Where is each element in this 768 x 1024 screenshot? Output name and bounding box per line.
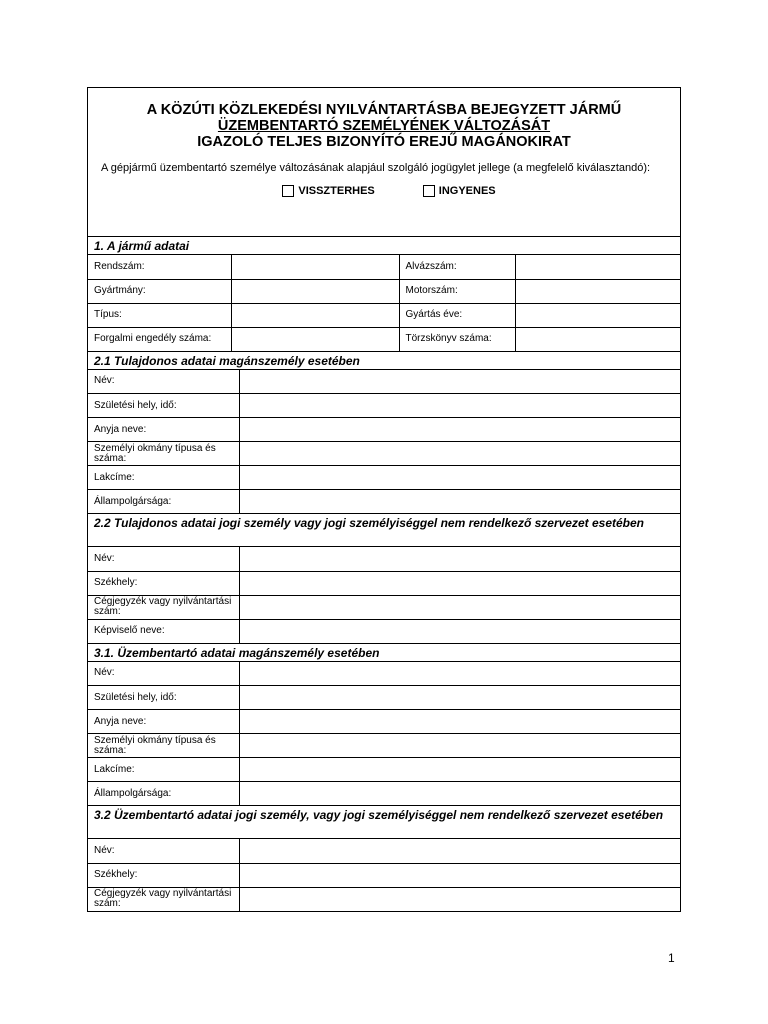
- form-title-line-3: IGAZOLÓ TELJES BIZONYÍTÓ EREJŰ MAGÁNOKIRAT: [197, 134, 571, 150]
- field-label: Személyi okmány típusa és száma:: [88, 734, 239, 758]
- table-row: [88, 279, 680, 303]
- field-label: Személyi okmány típusa és száma:: [88, 442, 239, 466]
- table-row: [88, 595, 680, 619]
- input-cell[interactable]: [239, 734, 680, 758]
- field-label: Állampolgársága:: [88, 782, 239, 806]
- table-row: [88, 710, 680, 734]
- field-label: Lakcíme:: [88, 466, 239, 490]
- field-label: Születési hely, idő:: [88, 394, 239, 418]
- input-cell[interactable]: [231, 303, 399, 327]
- field-label: Motorszám:: [399, 279, 515, 303]
- input-cell[interactable]: [239, 863, 680, 887]
- field-label: Székhely:: [88, 571, 239, 595]
- field-label: Anyja neve:: [88, 418, 239, 442]
- section-owner-private-title: 2.1 Tulajdonos adatai magánszemély esetében: [88, 352, 680, 370]
- table-row: [88, 466, 680, 490]
- field-label: Név:: [88, 839, 239, 863]
- field-label: Forgalmi engedély száma:: [88, 327, 231, 351]
- table-row: [88, 303, 680, 327]
- field-label: Alvázszám:: [399, 255, 515, 279]
- section-keeper-private-title: 3.1. Üzembentartó adatai magánszemély esetében: [88, 644, 680, 662]
- table-row: [88, 255, 680, 279]
- input-cell[interactable]: [239, 442, 680, 466]
- checkbox-icon[interactable]: [282, 185, 294, 197]
- input-cell[interactable]: [239, 758, 680, 782]
- input-cell[interactable]: [239, 887, 680, 911]
- input-cell[interactable]: [231, 327, 399, 351]
- field-label: Gyártmány:: [88, 279, 231, 303]
- form-title-line-1: A KÖZÚTI KÖZLEKEDÉSI NYILVÁNTARTÁSBA BEJEGYZETT JÁRMŰ: [146, 102, 622, 118]
- form-intro-text: A gépjármű üzembentartó személye változásának alapjául szolgáló jogügylet jellege (a megfelelő kiválasztandó):: [101, 162, 651, 174]
- field-label: Születési hely, idő:: [88, 686, 239, 710]
- page-number: 1: [668, 951, 675, 965]
- choice-ingyenes-label: INGYENES: [438, 185, 496, 197]
- field-label: Lakcíme:: [88, 758, 239, 782]
- table-row: [88, 662, 680, 686]
- field-label: Anyja neve:: [88, 710, 239, 734]
- table-row: [88, 490, 680, 514]
- field-label: Állampolgársága:: [88, 490, 239, 514]
- table-row: [88, 418, 680, 442]
- form-title-line-2: ÜZEMBENTARTÓ SZEMÉLYÉNEK VÁLTOZÁSÁT: [217, 118, 551, 134]
- field-label: Cégjegyzék vagy nyilvántartási szám:: [88, 887, 239, 911]
- table-row: [88, 758, 680, 782]
- checkbox-icon[interactable]: [423, 185, 435, 197]
- input-cell[interactable]: [515, 327, 680, 351]
- form-header: [88, 88, 680, 237]
- input-cell[interactable]: [515, 255, 680, 279]
- field-label: Név:: [88, 662, 239, 686]
- input-cell[interactable]: [239, 710, 680, 734]
- input-cell[interactable]: [239, 619, 680, 643]
- choice-visszterhes-label: VISSZTERHES: [298, 185, 375, 197]
- input-cell[interactable]: [239, 490, 680, 514]
- keeper-legal-table: [88, 839, 680, 911]
- owner-private-table: [88, 370, 680, 515]
- input-cell[interactable]: [239, 370, 680, 394]
- field-label: Törzskönyv száma:: [399, 327, 515, 351]
- table-row: [88, 839, 680, 863]
- table-row: [88, 863, 680, 887]
- vehicle-keeper-change-form: [87, 87, 681, 912]
- section-vehicle-data-title: 1. A jármű adatai: [88, 237, 680, 255]
- section-owner-legal-title: 2.2 Tulajdonos adatai jogi személy vagy jogi személyiséggel nem rendelkező szervezet esetében: [88, 514, 680, 547]
- input-cell[interactable]: [239, 686, 680, 710]
- input-cell[interactable]: [239, 571, 680, 595]
- field-label: Rendszám:: [88, 255, 231, 279]
- table-row: [88, 734, 680, 758]
- table-row: [88, 547, 680, 571]
- choice-visszterhes[interactable]: [282, 185, 374, 197]
- field-label: Név:: [88, 370, 239, 394]
- input-cell[interactable]: [239, 662, 680, 686]
- input-cell[interactable]: [515, 303, 680, 327]
- input-cell[interactable]: [239, 418, 680, 442]
- input-cell[interactable]: [239, 782, 680, 806]
- field-label: Gyártás éve:: [399, 303, 515, 327]
- table-row: [88, 782, 680, 806]
- input-cell[interactable]: [239, 839, 680, 863]
- input-cell[interactable]: [239, 547, 680, 571]
- keeper-private-table: [88, 662, 680, 807]
- owner-legal-table: [88, 547, 680, 644]
- input-cell[interactable]: [231, 279, 399, 303]
- table-row: [88, 394, 680, 418]
- field-label: Név:: [88, 547, 239, 571]
- transaction-type-choices: [88, 185, 680, 197]
- input-cell[interactable]: [239, 466, 680, 490]
- table-row: [88, 619, 680, 643]
- table-row: [88, 686, 680, 710]
- section-keeper-legal-title: 3.2 Üzembentartó adatai jogi személy, vagy jogi személyiséggel nem rendelkező szervezet esetében: [88, 806, 680, 839]
- field-label: Típus:: [88, 303, 231, 327]
- field-label: Képviselő neve:: [88, 619, 239, 643]
- input-cell[interactable]: [239, 595, 680, 619]
- field-label: Cégjegyzék vagy nyilvántartási szám:: [88, 595, 239, 619]
- table-row: [88, 327, 680, 351]
- choice-ingyenes[interactable]: [423, 185, 496, 197]
- input-cell[interactable]: [515, 279, 680, 303]
- vehicle-data-table: [88, 255, 680, 352]
- field-label: Székhely:: [88, 863, 239, 887]
- input-cell[interactable]: [239, 394, 680, 418]
- table-row: [88, 442, 680, 466]
- table-row: [88, 887, 680, 911]
- table-row: [88, 571, 680, 595]
- input-cell[interactable]: [231, 255, 399, 279]
- table-row: [88, 370, 680, 394]
